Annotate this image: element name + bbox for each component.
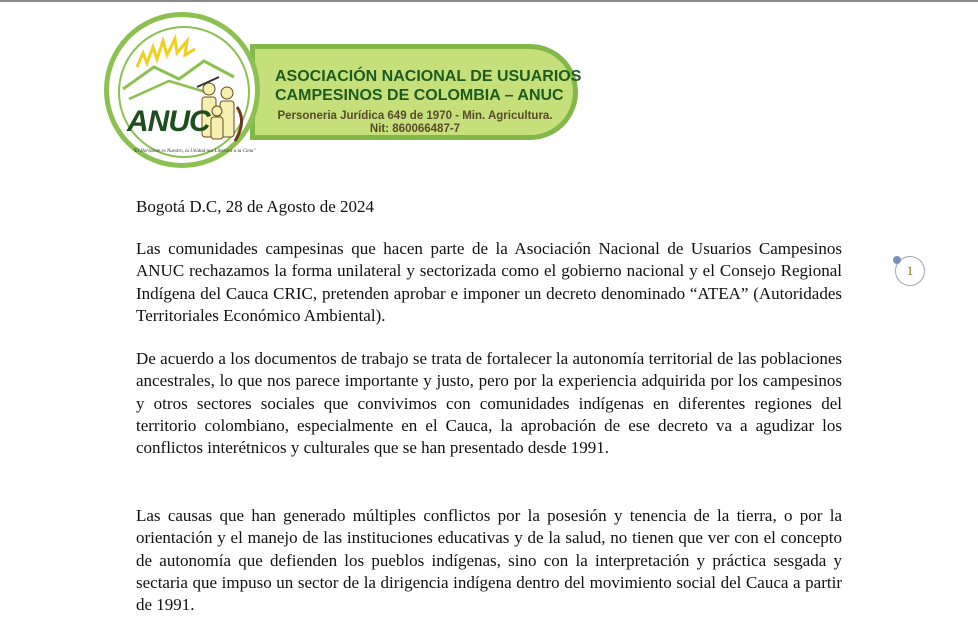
letterhead-logo [100,8,590,188]
paragraph-1: Las comunidades campesinas que hacen parte de la Asociación Nacional de Usuarios Campesinos ANUC rechazamos la forma unilateral y sectorizada como el gobierno nacional y el Consejo Regional Indígena del Cauca CRIC, pretenden aprobar e imponer un decreto denominado “ATEA” (Autoridades Territoriales Económico Ambiental). [136,239,842,325]
paragraph-2: De acuerdo a los documentos de trabajo se trata de fortalecer la autonomía territorial de las poblaciones ancestrales, lo que nos parece importante y justo, pero por la experiencia adquirida por los campesinos y otros sectores sociales que convivimos con comunidades indígenas en diferentes regiones del territorio colombiano, especialmente en el Cauca, la aprobación de ese decreto va a agudizar los conflictos interétnicos y culturales que se han presentado desde 1991. [136,349,842,458]
letter-date: Bogotá D.C, 28 de Agosto de 2024 [136,197,374,216]
logo-emblem [104,12,260,168]
comment-anchor-dot [893,256,901,264]
legal-registration: Personeria Jurídica 649 de 1970 - Min. Agricultura. [277,110,553,122]
logo-motto: "El Horizonte es Nuestro, la Unidad nos Liberará a la Cima" [132,149,256,154]
paragraph-3: Las causas que han generado múltiples conflictos por la posesión y tenencia de la tierra, o por la orientación y el manejo de las instituciones educativas y de la salud, no tienen que ver con el concepto de autonomía que defienden los pueblos indígenas, sino con la interpretación y práctica sesgada y sectaria que impuso un sector de la dirigencia indígena dentro del movimiento social del Cauca a partir de 1991. [136,506,842,615]
logo-anuc-text: ANUC [127,105,210,138]
comment-marker[interactable] [895,256,925,286]
nit-number: Nit: 860066487-7 [369,123,461,135]
page-top-border [0,0,978,2]
org-name-line2: CAMPESINOS DE COLOMBIA – ANUC [275,87,564,104]
sun-mountains-icon [109,17,255,163]
comment-number: 1 [906,263,914,278]
org-name-line1: ASOCIACIÓN NACIONAL DE USUARIOS [275,68,582,85]
